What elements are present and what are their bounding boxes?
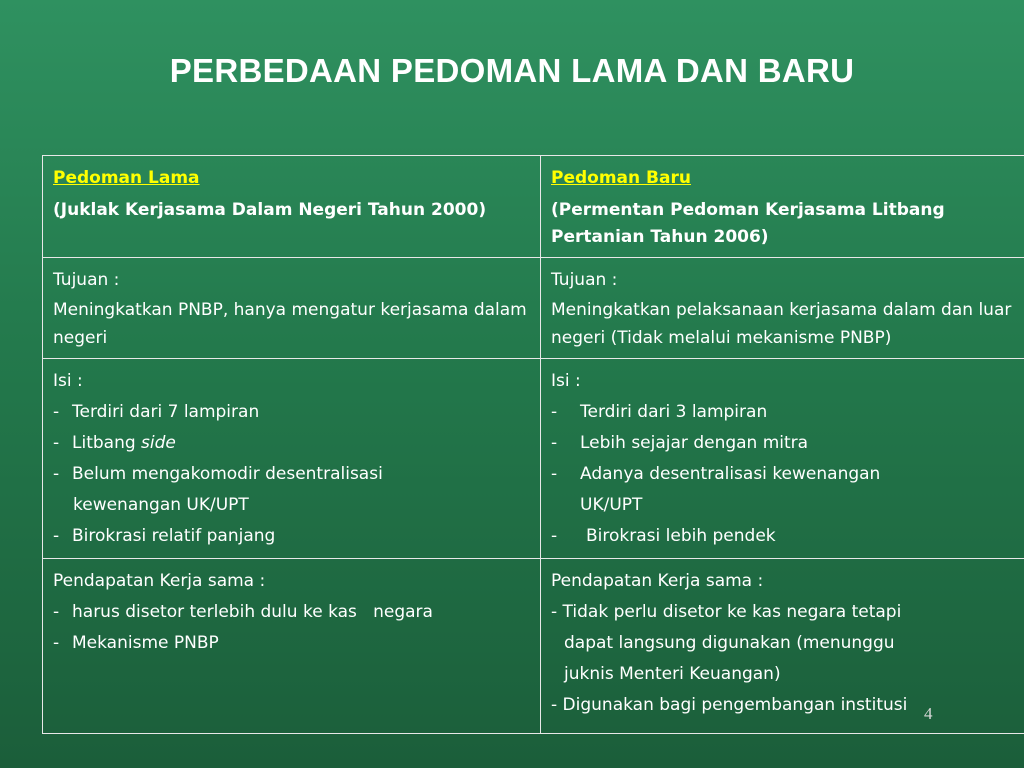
- dash-bullet: -: [53, 526, 60, 546]
- table-row-tujuan: [43, 258, 1024, 359]
- isi-new-item-2: Lebih sejajar dengan mitra: [580, 433, 809, 453]
- isi-label-old: Isi :: [53, 371, 83, 391]
- list-item: [53, 428, 530, 459]
- isi-label-new: Isi :: [551, 371, 581, 391]
- pendapatan-new-item-1-line2: dapat langsung digunakan (menunggu: [564, 633, 895, 653]
- list-item: [53, 459, 530, 490]
- tujuan-cell-old: [43, 258, 541, 359]
- tujuan-label-old: Tujuan :: [53, 270, 120, 290]
- pendapatan-cell-new: [541, 559, 1024, 734]
- pendapatan-new-item-1-line3: juknis Menteri Keuangan): [564, 664, 781, 684]
- page-number: 4: [924, 704, 933, 723]
- comparison-table: [42, 155, 1024, 734]
- dash-bullet: -: [53, 633, 60, 653]
- dash-bullet: -: [551, 464, 558, 484]
- list-item: [53, 397, 530, 428]
- isi-new-item-4: Birokrasi lebih pendek: [586, 526, 776, 546]
- list-item: [551, 428, 1024, 459]
- dash-bullet: -: [53, 464, 60, 484]
- dash-bullet: -: [551, 433, 558, 453]
- list-item: [551, 397, 1024, 428]
- isi-cell-new: [541, 359, 1024, 559]
- isi-new-item-3-line1: Adanya desentralisasi kewenangan: [580, 464, 881, 484]
- new-guideline-subtitle: (Permentan Pedoman Kerjasama Litbang Pertanian Tahun 2006): [551, 200, 945, 247]
- isi-old-item-1: Terdiri dari 7 lampiran: [72, 402, 260, 422]
- dash-bullet: -: [53, 402, 60, 422]
- new-guideline-title: Pedoman Baru: [551, 168, 691, 188]
- old-guideline-title: Pedoman Lama: [53, 168, 200, 188]
- isi-old-item-2-text: Litbang: [72, 433, 142, 453]
- dash-bullet: -: [53, 433, 60, 453]
- tujuan-text-new: Meningkatkan pelaksanaan kerjasama dalam dan luar negeri (Tidak melalui mekanisme PNBP): [551, 300, 1012, 348]
- tujuan-cell-new: [541, 258, 1024, 359]
- isi-cell-old: [43, 359, 541, 559]
- pendapatan-new-item-1-line1: - Tidak perlu disetor ke kas negara tetapi: [551, 602, 902, 622]
- pendapatan-old-item-2: Mekanisme PNBP: [72, 633, 219, 653]
- pendapatan-new-item-2: - Digunakan bagi pengembangan institusi: [551, 695, 908, 715]
- old-guideline-subtitle: (Juklak Kerjasama Dalam Negeri Tahun 2000): [53, 200, 487, 220]
- list-item: [551, 521, 1024, 552]
- isi-new-item-1: Terdiri dari 3 lampiran: [580, 402, 768, 422]
- tujuan-label-new: Tujuan :: [551, 270, 618, 290]
- list-item: [551, 459, 1024, 490]
- pendapatan-label-old: Pendapatan Kerja sama :: [53, 571, 266, 591]
- header-cell-old: [43, 156, 541, 258]
- tujuan-text-old: Meningkatkan PNBP, hanya mengatur kerjasama dalam negeri: [53, 300, 527, 348]
- isi-new-item-3-line2: UK/UPT: [580, 495, 643, 515]
- dash-bullet: -: [551, 402, 558, 422]
- isi-old-item-2: [72, 428, 176, 459]
- dash-bullet: -: [551, 526, 558, 546]
- pendapatan-old-item-1: harus disetor terlebih dulu ke kas negara: [72, 602, 433, 622]
- table-header-row: [43, 156, 1024, 258]
- isi-old-item-3-line2: kewenangan UK/UPT: [73, 495, 249, 515]
- table-row-pendapatan: [43, 559, 1024, 734]
- isi-old-item-3-line1: Belum mengakomodir desentralisasi: [72, 464, 383, 484]
- pendapatan-cell-old: [43, 559, 541, 734]
- table-row-isi: [43, 359, 1024, 559]
- isi-old-item-4: Birokrasi relatif panjang: [72, 526, 276, 546]
- list-item: [53, 628, 530, 659]
- dash-bullet: -: [53, 602, 60, 622]
- slide-title: PERBEDAAN PEDOMAN LAMA DAN BARU: [169, 52, 855, 89]
- isi-old-item-2-italic: side: [141, 433, 176, 453]
- list-item: [53, 597, 530, 628]
- header-cell-new: [541, 156, 1024, 258]
- list-item: [53, 521, 530, 552]
- pendapatan-label-new: Pendapatan Kerja sama :: [551, 571, 764, 591]
